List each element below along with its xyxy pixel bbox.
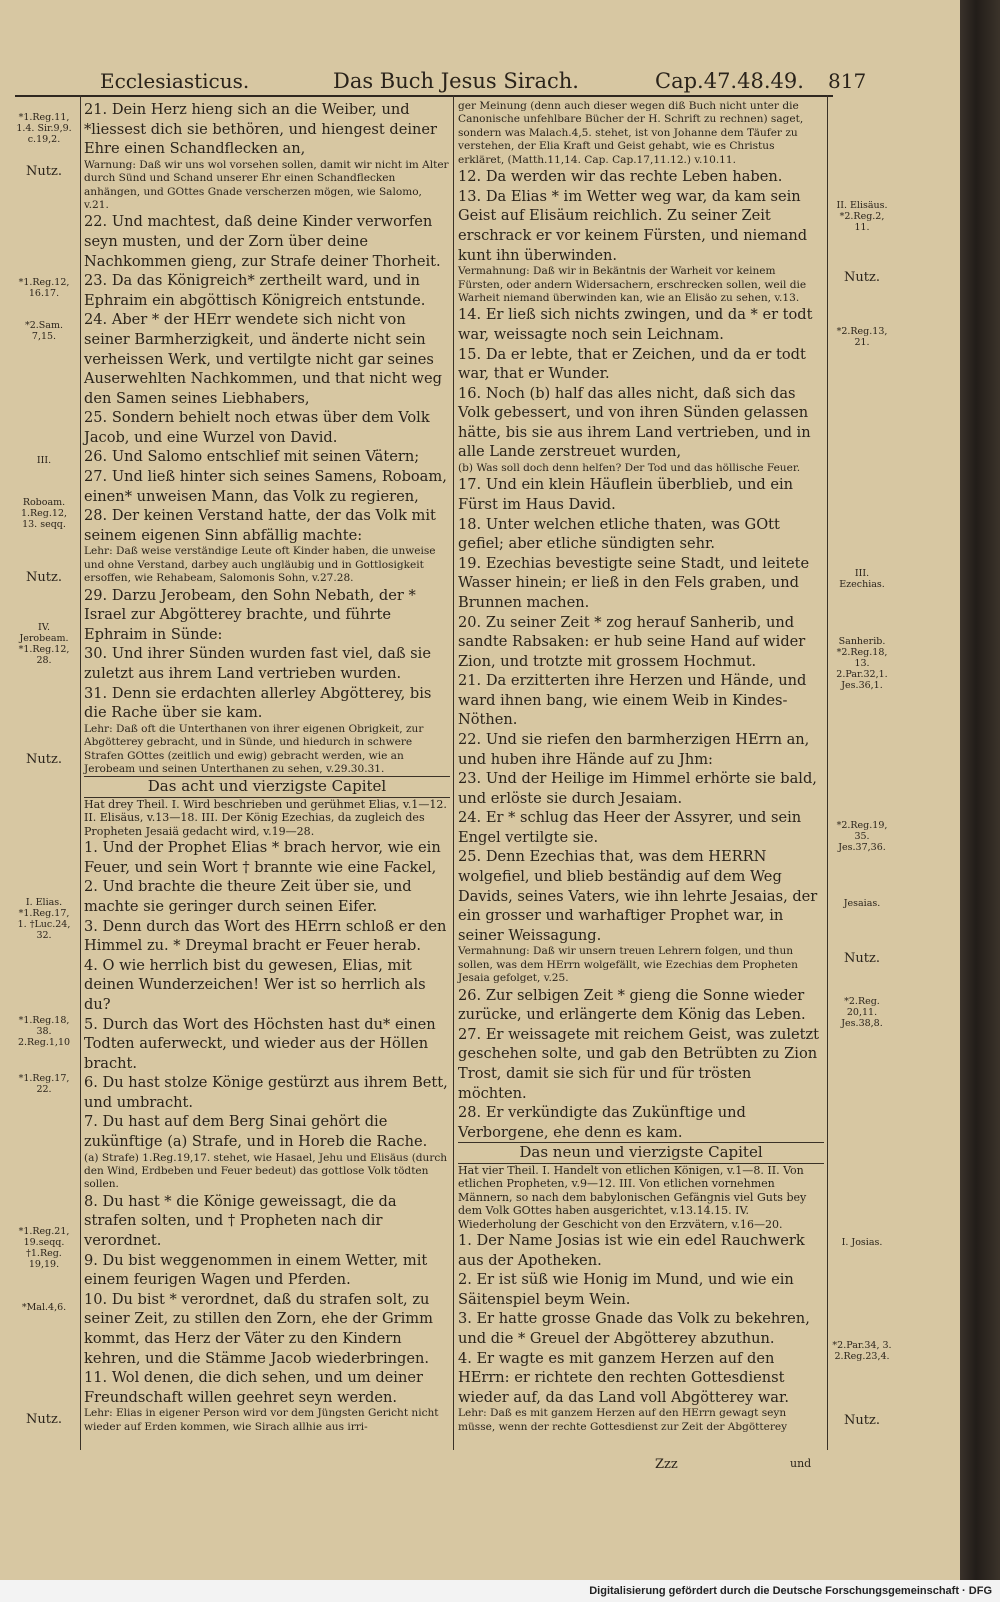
header-right: Cap.47.48.49. (655, 69, 804, 93)
gloss-note: Lehr: Daß weise verständige Leute oft Kinder haben, die unweise und ohne Verstand, darbey auch ungläubig und in Gottlosigkeit ersoffen, wie Rehabeam, Salomonis Sohn, v.27.28. (84, 545, 436, 585)
verse: 28. Der keinen Verstand hatte, der das Volk mit seinem eigenen Sinn abfällig machte: (84, 507, 436, 544)
verse: 21. Dein Herz hieng sich an die Weiber, und *liessest dich sie bethören, und hiengest deiner Ehre einen Schandflecken an, (84, 101, 437, 158)
verse: 3. Er hatte grosse Gnade das Volk zu bekehren, und die * Greuel der Abgötterey abzuthun. (458, 1310, 810, 1347)
margin-note: III. Ezechias. (839, 568, 885, 590)
gloss-note: Lehr: Daß oft die Unterthanen von ihrer eigenen Obrigkeit, zur Abgötterey gebracht, und in Sünde, und hiedurch in schwere Strafen GOttes (zeitlich und ewig) gebracht werden, wie an Jerobeam und seinen Unterthanen zu sehen, v.29.30.31. (84, 722, 424, 775)
verse: 15. Da er lebte, that er Zeichen, und da er todt war, that er Wunder. (458, 345, 806, 383)
verse: 14. Er ließ sich nichts zwingen, und da * er todt war, weissagte noch sein Leichnam. (458, 306, 813, 343)
header-center: Das Buch Jesus Sirach. (333, 69, 579, 93)
verse: 31. Denn sie erdachten allerley Abgötterey, bis die Rache über sie kam. (84, 684, 432, 722)
verse: 19. Ezechias bevestigte seine Stadt, und leitete Wasser hinein; er ließ in den Fels graben, und Brunnen machen. (458, 554, 810, 611)
verse: 1. Der Name Josias ist wie ein edel Rauchwerk aus der Apotheken. (458, 1232, 805, 1269)
verse: 23. Da das Königreich* zertheilt ward, und in Ephraim ein abgöttisch Königreich entstunde. (84, 272, 426, 309)
verse: 28. Er verkündigte das Zukünftige und Verborgene, ehe denn es kam. (458, 1104, 746, 1141)
chapter-heading: Das neun und vierzigste Capitel (458, 1142, 824, 1164)
verse: 30. Und ihrer Sünden wurden fast viel, daß sie zuletzt aus ihrem Land vertrieben wurden. (84, 645, 431, 682)
gloss-note: Lehr: Elias in eigener Person wird vor dem Jüngsten Gericht nicht wieder auf Erden kommen, wie Sirach allhie aus irri- (84, 1407, 439, 1433)
verse: 22. Und sie riefen den barmherzigen HErrn an, und huben ihre Hände auf zu Jhm: (458, 730, 810, 768)
chapter-summary: Hat drey Theil. I. Wird beschrieben und gerühmet Elias, v.1—12. II. Elisäus, v.13—18. III. Der König Ezechias, da zugleich des Propheten Jesaiä gedacht wird, v.19—28. (84, 798, 447, 838)
verse: 18. Unter welchen etliche thaten, was GOtt gefiel; aber etliche sündigten sehr. (458, 515, 780, 553)
verse: 4. Er wagte es mit ganzem Herzen auf den HErrn: er richtete den rechten Gottesdienst wieder auf, da das Land voll Abgötterey war. (458, 1349, 789, 1406)
margin-note: *2.Par.34, 3. 2.Reg.23,4. (832, 1340, 892, 1362)
verse: 27. Er weissagete mit reichem Geist, was zuletzt geschehen solte, und gab den Betrübten zu Zion Trost, damit sie sich für und für trösten möchten. (458, 1025, 820, 1102)
margin-note: *2.Reg.19, 35. Jes.37,36. (836, 820, 888, 853)
verse: 20. Zu seiner Zeit * zog herauf Sanherib, und sandte Rabsaken: er hub seine Hand auf wider Zion, und trotzte mit grossem Hochmut. (458, 613, 806, 670)
margin-note: II. Elisäus. *2.Reg.2, 11. (836, 200, 888, 233)
verse: 23. Und der Heilige im Himmel erhörte sie bald, und erlöste sie durch Jesaiam. (458, 770, 817, 807)
verse: 24. Er * schlug das Heer der Assyrer, und sein Engel vertilgte sie. (458, 809, 802, 846)
verse: 24. Aber * der HErr wendete sich nicht von seiner Barmherzigkeit, und änderte nicht sein verheissen Werk, und vertilgte nicht gar seines Auserwehlten Nachkommen, und that nicht weg den Samen seines Liebhabers, (84, 311, 442, 407)
signature-mark: Zzz (655, 1457, 678, 1472)
verse: 8. Du hast * die Könige geweissagt, die da strafen solten, und † Propheten nach dir verordnet. (84, 1192, 397, 1250)
margin-note: *1.Reg.21, 19.seqq. †1.Reg. 19,19. (18, 1226, 70, 1270)
margin-note: *2.Sam. 7,15. (24, 320, 63, 342)
verse: 1. Und der Prophet Elias * brach hervor, wie ein Feuer, und sein Wort † brannte wie eine Fackel, (84, 839, 441, 876)
rule-center (453, 95, 454, 1450)
verse: 9. Du bist weggenommen in einem Wetter, mit einem feurigen Wagen und Pferden. (84, 1251, 428, 1289)
margin-note: *1.Reg.18, 38. 2.Reg.1,10 (17, 1015, 71, 1048)
book-edge (960, 0, 1000, 1580)
footer-credit: Digitalisierung gefördert durch die Deutsche Forschungsgemeinschaft · DFG (0, 1580, 1000, 1602)
margin-note: *1.Reg.17, 22. (18, 1073, 70, 1095)
verse: 26. Zur selbigen Zeit * gieng die Sonne wieder zurücke, und erlängerte dem König das Leben. (458, 986, 806, 1024)
verse: 3. Denn durch das Wort des HErrn schloß er den Himmel zu. * Dreymal bracht er Feuer herab. (84, 917, 447, 955)
verse: 6. Du hast stolze Könige gestürzt aus ihrem Bett, und umbracht. (84, 1074, 448, 1111)
catchword: und (790, 1457, 812, 1470)
verse: 10. Du bist * verordnet, daß du strafen solt, zu seiner Zeit, zu stillen den Zorn, ehe der Grimm kommt, das Herz der Väter zu den Kindern kehren, und die Stämme Jacob wiederbringen. (84, 1290, 433, 1367)
footnote: (b) Was soll doch denn helfen? Der Tod und das höllische Feuer. (458, 462, 801, 475)
margin-note-nutz: Nutz. (26, 570, 62, 585)
margin-note-nutz: Nutz. (26, 1412, 62, 1427)
margin-note: Jesaias. (843, 898, 881, 909)
header-rule (15, 95, 833, 97)
margin-note: I. Elias. *1.Reg.17, 1. †Luc.24, 32. (17, 897, 71, 941)
chapter-heading: Das acht und vierzigste Capitel (84, 776, 450, 798)
verse: 4. O wie herrlich bist du gewesen, Elias, mit deinen Wunderzeichen! Wer ist so herrlich als du? (84, 956, 426, 1013)
verse: 25. Sondern behielt noch etwas über dem Volk Jacob, und eine Wurzel von David. (84, 409, 430, 446)
verse: 16. Noch (b) half das alles nicht, daß sich das Volk gebessert, und von ihren Sünden gelassen hätte, bis sie aus ihrem Land vertrieben, und in alle Lande zerstreuet wurden, (458, 384, 811, 461)
margin-note: III. (36, 455, 52, 466)
margin-note-nutz: Nutz. (26, 752, 62, 767)
verse: 2. Und brachte die theure Zeit über sie, und machte sie geringer durch seinen Eifer. (84, 878, 412, 916)
header-left: Ecclesiasticus. (100, 69, 250, 93)
verse: 25. Denn Ezechias that, was dem HERRN wolgefiel, und blieb beständig auf dem Weg Davids, seines Vaters, wie ihn lehrte Jesaias, der ein grosser und warhaftiger Prophet war, in seiner Weissagung. (458, 848, 818, 944)
gloss-note: ger Meinung (denn auch dieser wegen diß Buch nicht unter die Canonische unfehlbare Bücher der H. Schrift zu rechnen) saget, sondern was Malach.4,5. stehet, ist von Johanne dem Täufer zu verstehen, der Elia Kraft und Geist gehabt, wie es Christus erkläret, (Matth.11,14. Cap. Cap.17,11.12.) v.10.11. (458, 100, 804, 166)
margin-note: *2.Reg. 20,11. Jes.38,8. (841, 996, 883, 1029)
margin-note: Roboam. 1.Reg.12, 13. seqq. (20, 497, 68, 530)
rule-left-margin (80, 95, 81, 1450)
margin-note: *Mal.4,6. (21, 1302, 67, 1313)
margin-note-nutz: Nutz. (844, 951, 880, 966)
footnote: (a) Strafe) 1.Reg.19,17. stehet, wie Hasael, Jehu und Elisäus (durch den Wind, Erdbeben und Feuer bedeut) das gottlose Volk tödten sollen. (84, 1151, 448, 1191)
verse: 5. Durch das Wort des Höchsten hast du* einen Todten auferweckt, und wieder aus der Höllen bracht. (84, 1015, 436, 1072)
margin-note: *1.Reg.11, 1.4. Sir.9,9. c.19,2. (16, 112, 72, 145)
rule-right-margin (827, 95, 828, 1450)
verse: 29. Darzu Jerobeam, den Sohn Nebath, der * Israel zur Abgötterey brachte, und führte Ephraim in Sünde: (84, 586, 416, 643)
right-text-column (458, 100, 824, 1434)
verse: 17. Und ein klein Häuflein überblieb, und ein Fürst im Haus David. (458, 476, 794, 514)
gloss-note: Vermahnung: Daß wir in Bekäntnis der Warheit vor keinem Fürsten, oder andern Widersachern, erschrecken sollen, weil die Warheit niemand überwinden kan, wie an Elisäo zu sehen, v.13. (458, 265, 807, 304)
gloss-note: Lehr: Daß es mit ganzem Herzen auf den HErrn gewagt seyn müsse, wenn der rechte Gottesdienst zur Zeit der Abgötterey (458, 1407, 788, 1433)
margin-note: Sanherib. *2.Reg.18, 13. 2.Par.32,1. Jes.36,1. (836, 636, 888, 691)
page-number: 817 (828, 69, 867, 93)
gloss-note: Vermahnung: Daß wir unsern treuen Lehrern folgen, und thun sollen, was dem HErrn wolgefällt, wie Ezechias dem Propheten Jesaia gefolget, v.25. (458, 945, 798, 985)
verse: 7. Du hast auf dem Berg Sinai gehört die zukünftige (a) Strafe, und in Horeb die Rache. (84, 1113, 428, 1150)
margin-note: I. Josias. (841, 1237, 883, 1248)
margin-note: *1.Reg.12, 16.17. (18, 277, 70, 299)
verse: 22. Und machtest, daß deine Kinder verworfen seyn musten, und der Zorn über deine Nachkommen gieng, zur Strafe deiner Thorheit. (84, 213, 441, 270)
margin-note: IV. Jerobeam. *1.Reg.12, 28. (18, 622, 70, 666)
verse: 12. Da werden wir das rechte Leben haben. (458, 168, 783, 186)
margin-note-nutz: Nutz. (26, 164, 62, 179)
chapter-summary: Hat vier Theil. I. Handelt von etlichen Königen, v.1—8. II. Von etlichen Propheten, v.9—12. III. Von etlichen vornehmen Männern, so nach dem babylonischen Gefängnis viel Guts bey dem Volk GOttes haben ausgerichtet, v.13.14.15. IV. Wiederholung der Geschicht von den Erzvätern, v.16—20. (458, 1163, 807, 1231)
verse: 27. Und ließ hinter sich seines Samens, Roboam, einen* unweisen Mann, das Volk zu regieren, (84, 468, 447, 505)
margin-note-nutz: Nutz. (844, 270, 880, 285)
margin-note: *2.Reg.13, 21. (836, 326, 888, 348)
gloss-note: Warnung: Daß wir uns wol vorsehen sollen, damit wir nicht im Alter durch Sünd und Schand unserer Ehr einen Schandflecken anhängen, und GOttes Gnade verscherzen mögen, wie Salomo, v.21. (84, 158, 449, 212)
left-text-column (84, 100, 450, 1434)
verse: 26. Und Salomo entschlief mit seinen Vätern; (84, 448, 420, 466)
verse: 21. Da erzitterten ihre Herzen und Hände, und ward ihnen bang, wie einem Weib in Kindes-Nöthen. (458, 672, 807, 729)
verse: 11. Wol denen, die dich sehen, und um deiner Freundschaft willen geehret seyn werden. (84, 1369, 423, 1406)
verse: 2. Er ist süß wie Honig im Mund, und wie ein Säitenspiel beym Wein. (458, 1271, 794, 1308)
verse: 13. Da Elias * im Wetter weg war, da kam sein Geist auf Elisäum reichlich. Zu seiner Zeit erschrack er vor keinem Fürsten, und niemand kunt ihn überwinden. (458, 187, 808, 264)
margin-note-nutz: Nutz. (844, 1413, 880, 1428)
